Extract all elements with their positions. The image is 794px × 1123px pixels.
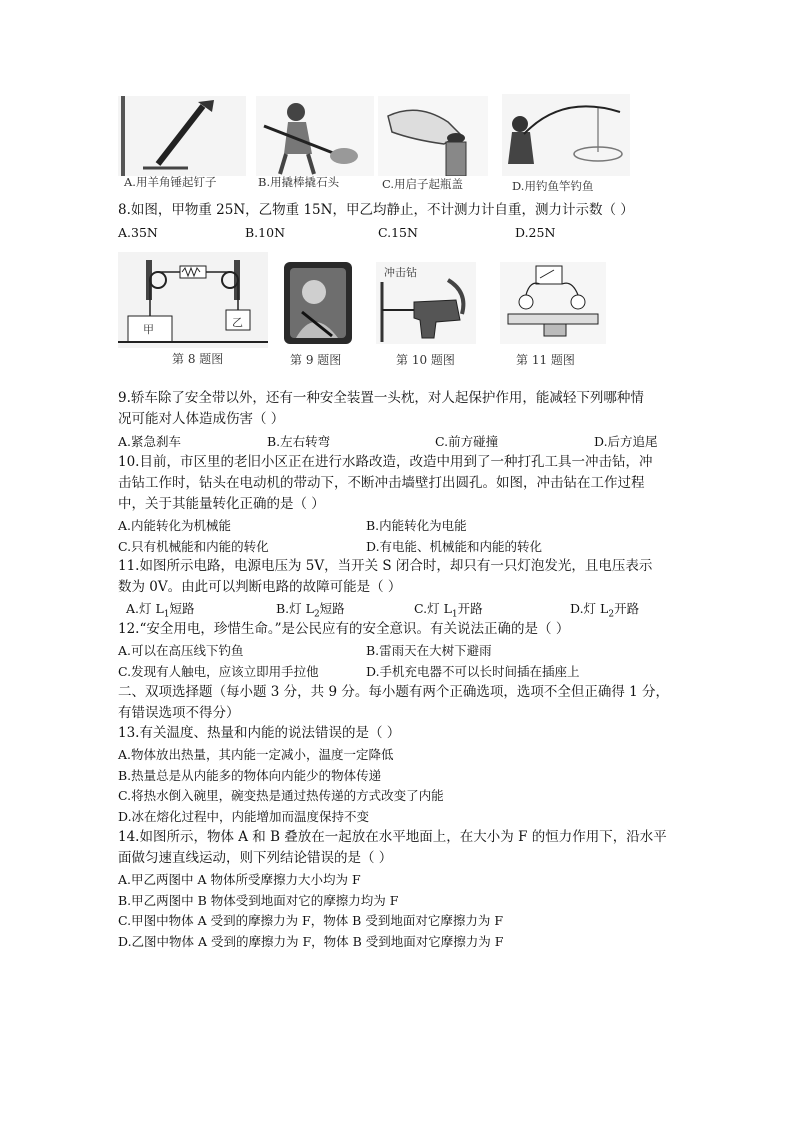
question-10-line1: 10.目前，市区里的老旧小区正在进行水路改造，改造中用到了一种打孔工具一冲击钻，冲: [118, 454, 653, 470]
option-prefix: C.灯 L: [414, 601, 452, 616]
q11-option-c[interactable]: [414, 599, 483, 620]
q12-option-c[interactable]: C.发现有人触电，应该立即用手拉他: [118, 664, 319, 679]
q8-option-c[interactable]: C.15N: [378, 225, 418, 240]
q10-option-a[interactable]: A.内能转化为机械能: [118, 518, 232, 533]
q8-option-d[interactable]: D.25N: [515, 225, 556, 240]
option-prefix: D.灯 L: [570, 601, 609, 616]
q13-option-a[interactable]: A.物体放出热量，其内能一定减小，温度一定降低: [118, 747, 394, 762]
q14-option-a[interactable]: A.甲乙两图中 A 物体所受摩擦力大小均为 F: [118, 872, 361, 887]
q14-option-b[interactable]: B.甲乙两图中 B 物体受到地面对它的摩擦力均为 F: [118, 893, 399, 908]
figure-fishing-rod: [502, 94, 630, 196]
hammer-icon: [118, 96, 246, 176]
figure-caption: 第 8 题图: [172, 352, 224, 366]
figure-caption: 第 10 题图: [396, 353, 455, 367]
option-suffix: 短路: [319, 601, 345, 616]
q10-option-b[interactable]: B.内能转化为电能: [366, 518, 467, 533]
question-14-line2: 面做匀速直线运动，则下列结论错误的是（ ）: [118, 850, 393, 866]
q14-option-d[interactable]: D.乙图中物体 A 受到的摩擦力为 F，物体 B 受到地面对它摩擦力为 F: [118, 934, 504, 949]
figure-caption: C.用启子起瓶盖: [382, 177, 464, 191]
q13-option-d[interactable]: D.冰在熔化过程中，内能增加而温度保持不变: [118, 809, 370, 824]
car-seat-photo-icon: [284, 262, 352, 344]
crowbar-icon: [256, 96, 374, 176]
question-13-text: 13.有关温度、热量和内能的说法错误的是（ ）: [118, 725, 401, 741]
question-11-line1: 11.如图所示电路，电源电压为 5V，当开关 S 闭合时，却只有一只灯泡发光，且电压表示: [118, 558, 653, 574]
q11-option-b[interactable]: [276, 599, 345, 620]
q10-option-d[interactable]: D.有电能、机械能和内能的转化: [366, 539, 543, 554]
label-jia: 甲: [143, 323, 154, 336]
fishing-rod-icon: [502, 94, 630, 176]
q9-option-a[interactable]: A.紧急刹车: [118, 434, 182, 449]
option-suffix: 开路: [457, 601, 483, 616]
question-10-line3: 中，关于其能量转化正确的是（ ）: [118, 496, 325, 512]
q8-option-a[interactable]: A.35N: [118, 225, 158, 240]
q9-option-d[interactable]: D.后方追尾: [594, 434, 658, 449]
question-11-line2: 数为 0V。由此可以判断电路的故障可能是（ ）: [118, 579, 402, 595]
circuit-board-icon: [500, 262, 606, 344]
label-impact-drill: 冲击钻: [384, 266, 417, 279]
bottle-opener-icon: [378, 96, 488, 176]
figure-q10: [376, 262, 476, 370]
question-8-text: 8.如图，甲物重 25N，乙物重 15N，甲乙均静止，不计测力计自重，测力计示数（ ）: [118, 202, 634, 218]
figure-q11: [500, 262, 610, 370]
q11-option-d[interactable]: [570, 599, 639, 620]
figure-caption: 第 9 题图: [290, 353, 342, 367]
option-prefix: B.灯 L: [276, 601, 314, 616]
section-2-heading-line2: 有错误选项不得分）: [118, 705, 240, 721]
option-suffix: 短路: [169, 601, 195, 616]
question-12-text: 12.“安全用电，珍惜生命。”是公民应有的安全意识。有关说法正确的是（ ）: [118, 621, 570, 637]
q12-option-d[interactable]: D.手机充电器不可以长时间插在插座上: [366, 664, 580, 679]
question-14-line1: 14.如图所示，物体 A 和 B 叠放在一起放在水平地面上，在大小为 F 的恒力作用下，沿水平: [118, 829, 667, 845]
q12-option-a[interactable]: A.可以在高压线下钓鱼: [118, 643, 244, 658]
q13-option-b[interactable]: B.热量总是从内能多的物体向内能少的物体传递: [118, 768, 382, 783]
section-2-heading-line1: 二、双项选择题（每小题 3 分，共 9 分。每小题有两个正确选项，选项不全但正确得 1 分，: [118, 684, 670, 700]
q11-option-a[interactable]: [126, 599, 195, 620]
q12-option-b[interactable]: B.雷雨天在大树下避雨: [366, 643, 492, 658]
figure-bottle-opener: [378, 96, 488, 196]
subscript: 2: [608, 609, 615, 620]
q13-option-c[interactable]: C.将热水倒入碗里，碗变热是通过热传递的方式改变了内能: [118, 788, 444, 803]
figure-hammer: [118, 96, 246, 196]
q10-option-c[interactable]: C.只有机械能和内能的转化: [118, 539, 269, 554]
question-9-line1: 9.轿车除了安全带以外，还有一种安全装置一头枕，对人起保护作用，能减轻下列哪种情: [118, 390, 644, 406]
q9-option-c[interactable]: C.前方碰撞: [435, 434, 499, 449]
q14-option-c[interactable]: C.甲图中物体 A 受到的摩擦力为 F，物体 B 受到地面对它摩擦力为 F: [118, 913, 503, 928]
option-suffix: 开路: [614, 601, 640, 616]
subscript: 1: [163, 609, 170, 620]
q8-option-b[interactable]: B.10N: [245, 225, 286, 240]
question-9-line2: 况可能对人体造成伤害（ ）: [118, 411, 285, 427]
subscript: 1: [451, 609, 458, 620]
option-prefix: A.灯 L: [126, 601, 164, 616]
pulley-diagram-icon: [118, 252, 268, 348]
subscript: 2: [313, 609, 320, 620]
figure-caption: D.用钓鱼竿钓鱼: [512, 179, 594, 193]
figure-caption: 第 11 题图: [516, 353, 575, 367]
figure-q9: [284, 262, 366, 370]
figure-caption: A.用羊角锤起钉子: [124, 175, 217, 189]
figure-q8: [118, 252, 268, 370]
figure-caption: B.用撬棒撬石头: [258, 175, 340, 189]
figure-crowbar: [256, 96, 374, 196]
question-10-line2: 击钻工作时，钻头在电动机的带动下，不断冲击墙壁打出圆孔。如图，冲击钻在工作过程: [118, 475, 645, 491]
q9-option-b[interactable]: B.左右转弯: [267, 434, 331, 449]
label-yi: 乙: [232, 316, 243, 329]
